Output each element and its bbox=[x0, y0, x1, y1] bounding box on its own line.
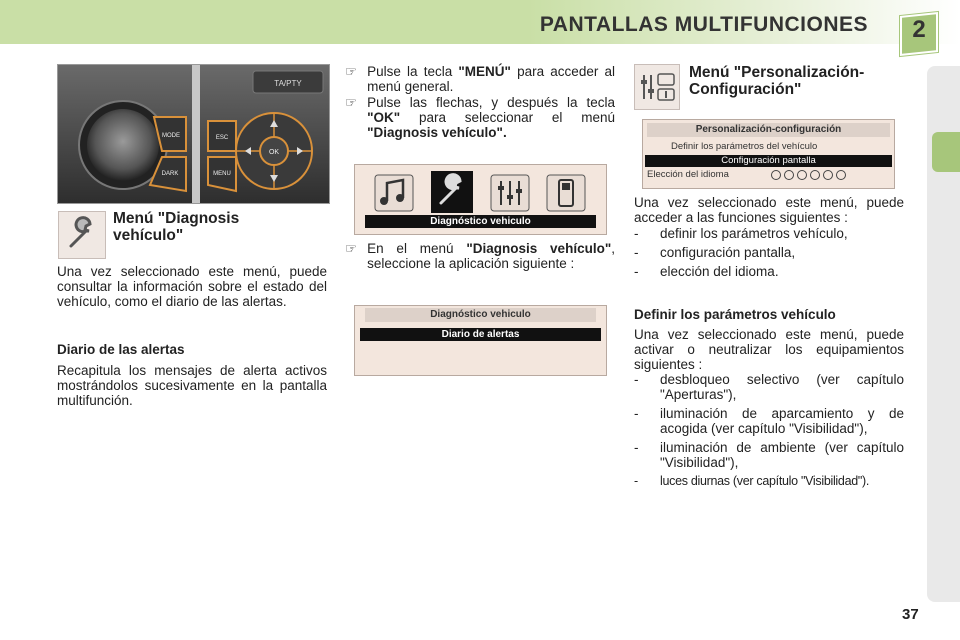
console-button-ta-pty: TA/PTY bbox=[274, 79, 302, 88]
console-button-mode: MODE bbox=[162, 133, 180, 139]
alert-log-text: Recapitula los mensajes de alerta activos mostrándolos sucesivamente en la pantalla multifunción. bbox=[57, 363, 327, 408]
menu-key-label: "MENÚ" bbox=[458, 64, 511, 79]
diagnosis-menu-label: "Diagnosis vehículo". bbox=[367, 125, 507, 140]
vehicle-params-list bbox=[634, 372, 904, 493]
vehicle-params-text: Una vez seleccionado este menú, puede activar o neutralizar los equipamientos siguientes : bbox=[634, 327, 904, 372]
list-item: - definir los parámetros vehículo, bbox=[634, 226, 848, 241]
step1-text: Pulse la tecla bbox=[367, 64, 459, 79]
personalization-menu-title: Menú "Personalización-Configuración" bbox=[689, 64, 865, 98]
step-select-app bbox=[345, 241, 615, 271]
music-note-icon bbox=[373, 173, 415, 213]
personalization-screen-header: Personalización-configuración bbox=[647, 123, 890, 137]
step3-text-end: , seleccione la aplicación siguiente : bbox=[367, 241, 615, 271]
console-button-menu: MENU bbox=[213, 171, 231, 177]
settings-icon-box bbox=[634, 64, 680, 110]
language-flags bbox=[771, 170, 889, 180]
step-arrows-ok bbox=[345, 95, 615, 140]
settings-sliders-icon bbox=[489, 173, 531, 213]
screen-item-display-config: Configuración pantalla bbox=[645, 155, 892, 167]
wrench-icon bbox=[59, 212, 105, 258]
step1-text-end: para acceder al menú general. bbox=[367, 64, 615, 94]
list-item: - iluminación de ambiente (ver capítulo "Visibilidad"), bbox=[634, 440, 904, 470]
diagnosis-menu-label: "Diagnosis vehículo" bbox=[466, 241, 612, 256]
page-number: 37 bbox=[902, 606, 919, 623]
chapter-number: 2 bbox=[912, 16, 926, 43]
diagnosis-screen-header: Diagnóstico vehiculo bbox=[365, 308, 596, 322]
step2-text-mid: para seleccionar el menú bbox=[400, 110, 615, 125]
personalization-intro: Una vez seleccionado este menú, puede acceder a las funciones siguientes : bbox=[634, 195, 904, 225]
ok-key-label: "OK" bbox=[367, 110, 401, 125]
alert-log-item: Diario de alertas bbox=[360, 328, 601, 341]
page-title: PANTALLAS MULTIFUNCIONES bbox=[539, 13, 868, 36]
console-button-dark: DARK bbox=[161, 171, 179, 177]
wrench-icon bbox=[431, 171, 473, 213]
step3-text: En el menú bbox=[367, 241, 467, 256]
side-rail-marker bbox=[932, 132, 960, 172]
step-menu-key bbox=[345, 64, 615, 94]
alert-log-title: Diario de las alertas bbox=[57, 342, 185, 357]
personalization-screen bbox=[642, 119, 895, 189]
phone-icon bbox=[545, 173, 587, 213]
list-item: - iluminación de aparcamiento y de acogida (ver capítulo "Visibilidad"), bbox=[634, 406, 904, 436]
screen-item-language: Elección del idioma bbox=[647, 169, 729, 180]
settings-sliders-icon bbox=[635, 65, 679, 109]
console-button-ok: OK bbox=[268, 149, 280, 156]
diagnosis-screen bbox=[354, 305, 607, 376]
step2-text: Pulse las flechas, y después la tecla bbox=[367, 95, 615, 110]
pointing-hand-icon: ☞ bbox=[345, 241, 358, 256]
console-button-esc: ESC bbox=[215, 135, 229, 141]
list-item: - elección del idioma. bbox=[634, 264, 779, 279]
menu-screen bbox=[354, 164, 607, 235]
pointing-hand-icon: ☞ bbox=[345, 64, 358, 79]
menu-screen-selected-label: Diagnóstico vehiculo bbox=[365, 215, 596, 228]
diagnosis-menu-title: Menú "Diagnosis vehículo" bbox=[113, 210, 240, 244]
list-item: - configuración pantalla, bbox=[634, 245, 796, 260]
screen-item-vehicle-params: Definir los parámetros del vehículo bbox=[671, 141, 818, 152]
pointing-hand-icon: ☞ bbox=[345, 95, 358, 110]
list-item: - desbloqueo selectivo (ver capítulo "Aperturas"), bbox=[634, 372, 904, 402]
console-photo bbox=[57, 64, 330, 204]
console-illustration bbox=[58, 65, 329, 203]
personalization-functions-list bbox=[634, 226, 904, 283]
diagnosis-menu-text: Una vez seleccionado este menú, puede consultar la información sobre el estado del vehículo, como el diario de las alertas. bbox=[57, 264, 327, 309]
vehicle-params-title: Definir los parámetros vehículo bbox=[634, 307, 836, 322]
list-item: - luces diurnas (ver capítulo "Visibilidad"). bbox=[634, 474, 870, 488]
wrench-icon-box bbox=[58, 211, 106, 259]
